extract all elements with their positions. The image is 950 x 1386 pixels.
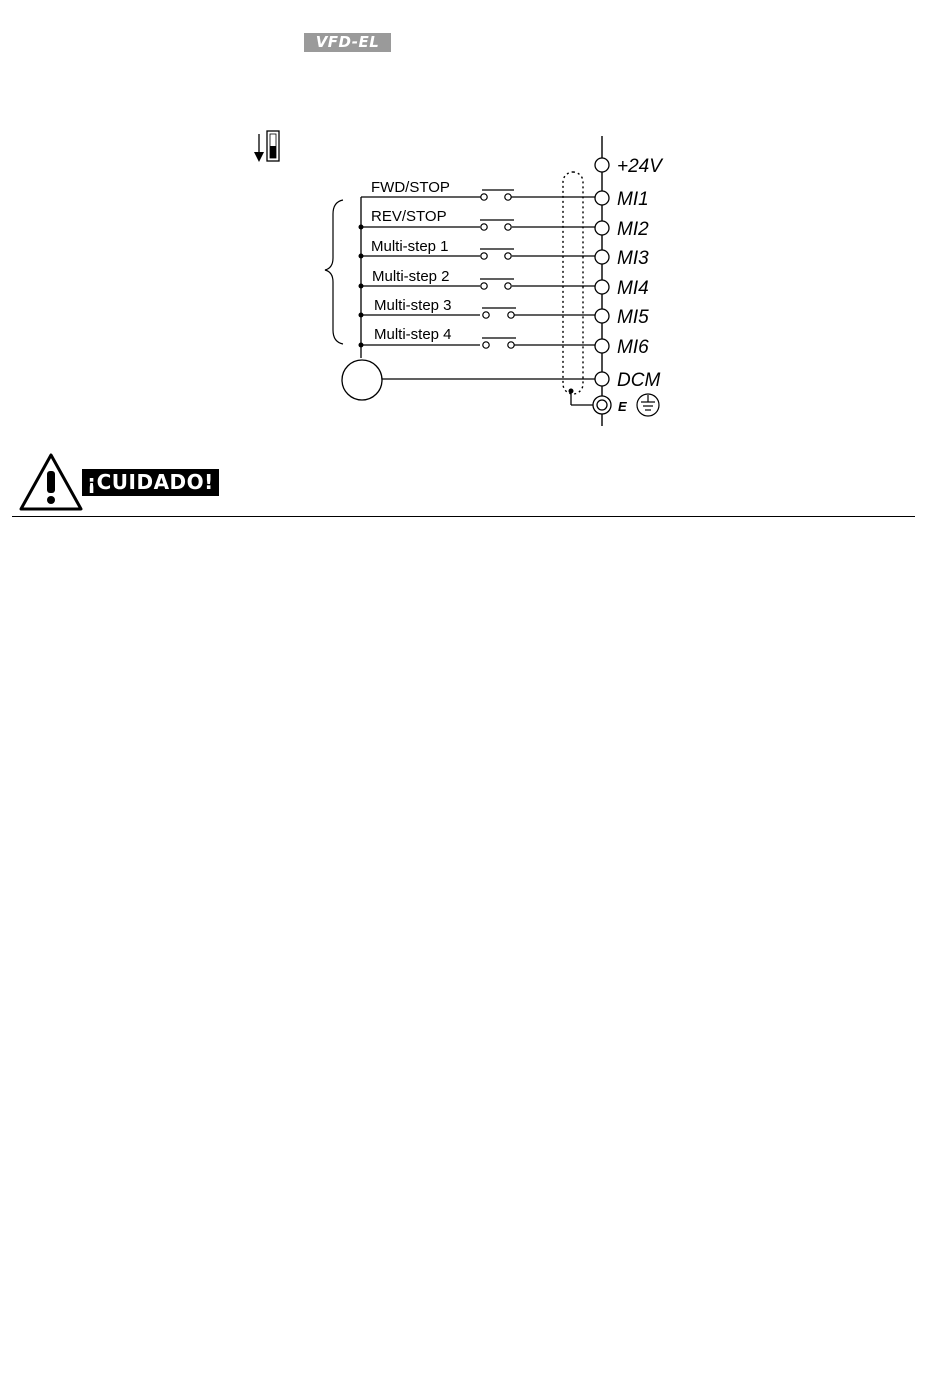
terminal-mi1 [595, 191, 609, 205]
terminal-label-dcm: DCM [617, 370, 661, 391]
terminal-label-mi6: MI6 [617, 337, 649, 358]
shield-ground-wire [571, 391, 593, 405]
switch-label-multi-step-1: Multi-step 1 [371, 238, 449, 255]
ground-terminal [593, 396, 611, 414]
source-circle [342, 360, 382, 400]
brand-logo: VFD-EL [304, 33, 391, 52]
terminal-24v [595, 158, 609, 172]
shield-cable [563, 172, 583, 394]
terminal-mi6 [595, 339, 609, 353]
terminal-label-mi1: MI1 [617, 189, 649, 210]
terminal-label-24v: +24V [617, 156, 662, 177]
wiring-diagram [0, 0, 950, 520]
dip-switch-icon [254, 131, 279, 162]
caution-header [18, 452, 278, 512]
switch-label-multi-step-2: Multi-step 2 [372, 268, 450, 285]
warning-triangle-icon [18, 452, 84, 512]
ground-icon [637, 394, 659, 416]
switch-label-rev-stop: REV/STOP [371, 208, 447, 225]
terminal-dcm [595, 372, 609, 386]
terminal-mi3 [595, 250, 609, 264]
switch-contacts [480, 190, 516, 348]
terminal-label-mi2: MI2 [617, 219, 649, 240]
terminal-mi4 [595, 280, 609, 294]
terminal-label-mi5: MI5 [617, 307, 649, 328]
ground-label: E [618, 399, 627, 414]
switch-label-fwd-stop: FWD/STOP [371, 179, 450, 196]
terminal-mi5 [595, 309, 609, 323]
terminal-label-mi3: MI3 [617, 248, 649, 269]
terminal-mi2 [595, 221, 609, 235]
group-brace [325, 200, 343, 344]
caution-title: ¡CUIDADO! [82, 469, 219, 496]
terminal-label-mi4: MI4 [617, 278, 649, 299]
caution-divider [12, 516, 915, 517]
switch-label-multi-step-3: Multi-step 3 [374, 297, 452, 314]
switch-label-multi-step-4: Multi-step 4 [374, 326, 452, 343]
